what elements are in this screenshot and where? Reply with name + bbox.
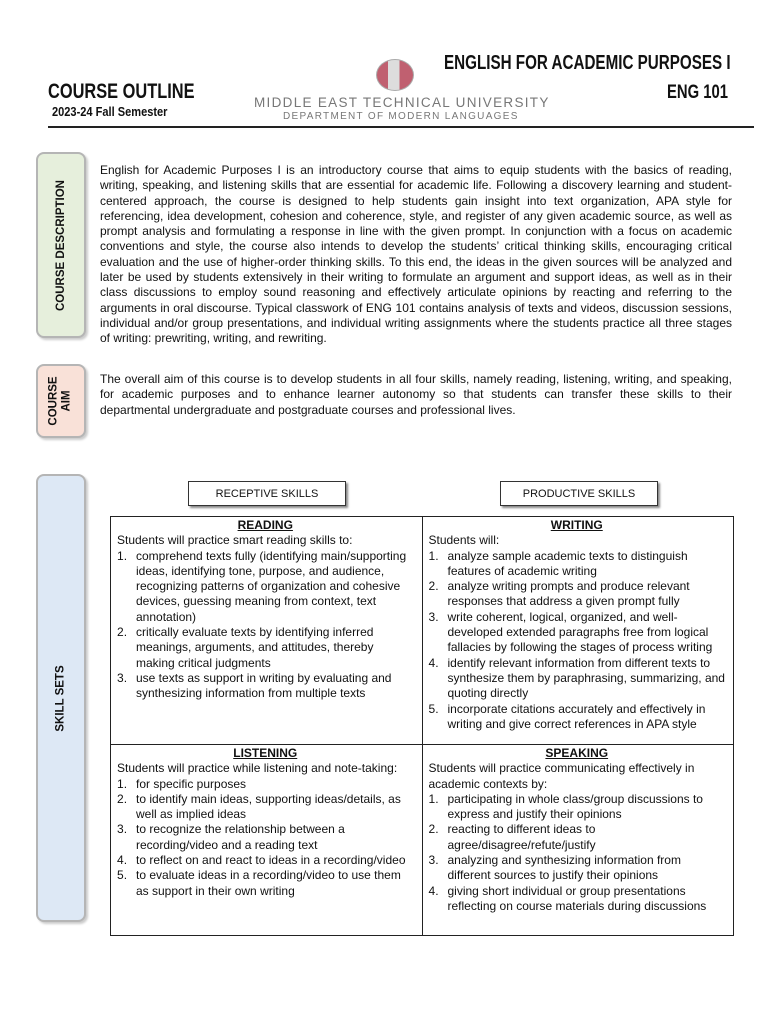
skills-table (110, 516, 734, 936)
speaking-list (429, 792, 726, 914)
list-item: participating in whole class/group discussions to express and justify their opinions (447, 791, 703, 822)
list-item: giving short individual or group presentations reflecting on course materials during discussions (447, 883, 707, 913)
course-aim: The overall aim of this course is to develop students in all four skills, namely reading, listening, writing, and speaking, for academic purposes and to enhance learner autonomy so that students can transfer these skills to their departmental undergraduate and postgraduate courses and professional lives. (100, 372, 732, 417)
reading-list (117, 549, 414, 702)
speaking-title: SPEAKING (545, 746, 609, 760)
listening-intro: Students will practice while listening and note-taking: (117, 761, 398, 776)
list-item: write coherent, logical, organized, and well-developed extended paragraphs free from logical fallacies by following the stages of process writing (447, 609, 713, 655)
semester: 2023-24 Fall Semester (52, 104, 168, 119)
list-item: use texts as support in writing by evaluating and synthesizing information from multiple texts (136, 670, 392, 701)
document-title: COURSE OUTLINE (48, 80, 195, 103)
university-logo (376, 59, 414, 91)
list-item: to reflect on and react to ideas in a recording/video (136, 853, 406, 868)
course-description-label: COURSE DESCRIPTION (36, 152, 86, 338)
receptive-skills-header: RECEPTIVE SKILLS (188, 481, 346, 506)
list-item: for specific purposes (136, 776, 247, 791)
productive-skills-header: PRODUCTIVE SKILLS (500, 481, 658, 506)
listening-title: LISTENING (233, 746, 298, 760)
course-description: English for Academic Purposes I is an introductory course that aims to equip students with the basics of reading, writing, speaking, and listening skills that are essential for academic life. Following a discovery learning and student-centered approach, the course is designed to help students gain insight into text organization, APA style for referencing, idea development, cohesion and coherence, style, and register of any given academic source, as well as prompt analysis and formulating a response in line with the given prompt. In conjunction with a focus on academic conventions and style, the course also intends to develop the students’ critical thinking skills, encouraging critical evaluation and the use of higher-order thinking skills. To this end, the ideas in the given sources will be analyzed and later be used by students extensively in their writing to formulate an argument and support ideas, as well as in their class discussions to employ sound reasoning and effectively articulate opinions by reacting and referring to the arguments in oral discourse. Typical classwork of ENG 101 contains analysis of texts and videos, discussion sessions, individual and/or group presentations, and individual writing assignments where the students practice all three stages of writing: prewriting, writing, and rewriting. (100, 163, 732, 346)
list-item: analyze sample academic texts to distinguish features of academic writing (447, 548, 688, 578)
list-item: to evaluate ideas in a recording/video to use them as support in their own writing (136, 868, 401, 898)
course-code: ENG 101 (667, 82, 728, 103)
speaking-cell (422, 745, 734, 936)
list-item: incorporate citations accurately and effectively in writing and give correct references in APA style (447, 701, 706, 731)
course-aim-label: COURSE AIM (36, 364, 86, 438)
writing-cell (422, 517, 734, 745)
reading-title: READING (237, 518, 293, 532)
course-name: ENGLISH FOR ACADEMIC PURPOSES I (444, 52, 731, 74)
listening-list (117, 777, 414, 899)
list-item: analyzing and synthesizing information from different sources to justify their opinions (447, 853, 681, 883)
list-item: critically evaluate texts by identifying inferred meanings, arguments, and attitudes, thereby making critical judgments (136, 625, 374, 670)
listening-cell (111, 745, 423, 936)
list-item: analyze writing prompts and produce relevant responses that address a given prompt fully (447, 579, 690, 609)
reading-intro: Students will practice smart reading skills to: (117, 533, 353, 548)
university-name: MIDDLE EAST TECHNICAL UNIVERSITY (254, 95, 550, 110)
reading-cell (111, 517, 423, 745)
list-item: to recognize the relationship between a recording/video and a reading text (136, 822, 345, 852)
writing-intro: Students will: (428, 533, 500, 548)
header-divider (48, 126, 754, 128)
skill-sets-label: SKILL SETS (36, 474, 86, 922)
list-item: reacting to different ideas to agree/disagree/refute/justify (447, 822, 596, 852)
department-name: DEPARTMENT OF MODERN LANGUAGES (283, 111, 519, 122)
speaking-intro: Students will practice communicating effectively in academic contexts by: (428, 761, 695, 791)
writing-list (429, 549, 726, 733)
list-item: comprehend texts fully (identifying main/supporting ideas, identifying tone, purpose, and audience, recognizing patterns of organization and cohesive devices, guessing meaning from context, text annotation) (136, 548, 407, 624)
list-item: identify relevant information from different texts to synthesize them by paraphrasing, summarizing, and quoting directly (447, 655, 725, 701)
list-item: to identify main ideas, supporting ideas/details, as well as implied ideas (136, 791, 401, 822)
writing-title: WRITING (550, 518, 603, 532)
